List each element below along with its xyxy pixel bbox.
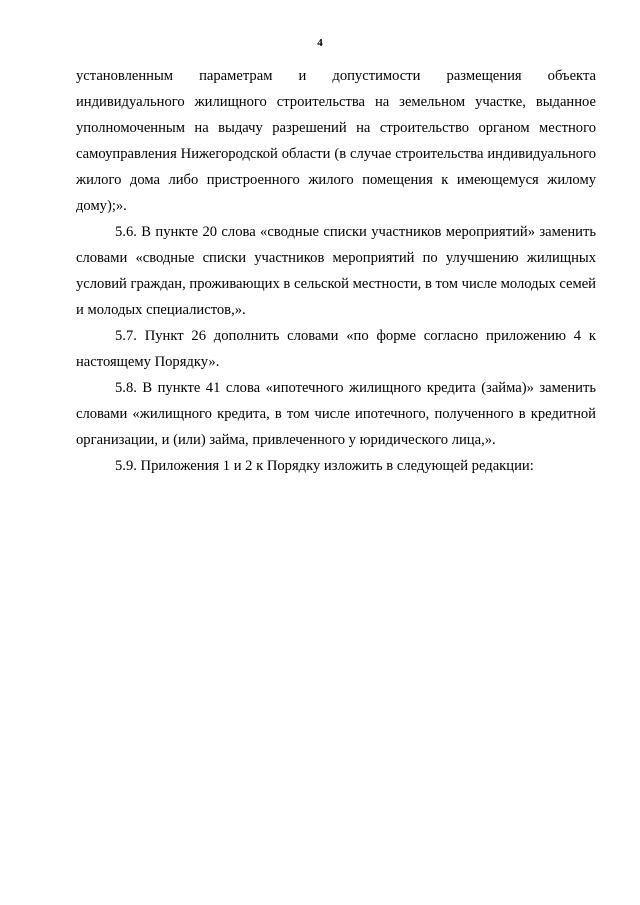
paragraph-clause-5-9: 5.9. Приложения 1 и 2 к Порядку изложить в следующей редакции: bbox=[115, 458, 534, 474]
paragraph-continuation: установленным параметрам и допустимости размещения объекта индивидуального жилищного строительства на земельном участке, выданное уполномоченным на выдачу разрешений на строительство органом местного самоуправления Нижегородской области (в случае строительства индивидуального жилого дома либо пристроенного жилого помещения к имеющемуся жилому дому);». bbox=[76, 68, 596, 214]
page-number: 4 bbox=[317, 37, 323, 49]
paragraph-clause-5-6: 5.6. В пункте 20 слова «сводные списки участников мероприятий» заменить словами «сводные списки участников мероприятий по улучшению жилищных условий граждан, проживающих в сельской местности, в том числе молодых семей и молодых специалистов,». bbox=[76, 224, 596, 318]
paragraph-clause-5-7: 5.7. Пункт 26 дополнить словами «по форме согласно приложению 4 к настоящему Порядку». bbox=[76, 328, 596, 370]
document-body bbox=[76, 63, 596, 479]
paragraph-clause-5-8: 5.8. В пункте 41 слова «ипотечного жилищного кредита (займа)» заменить словами «жилищного кредита, в том числе ипотечного, полученного в кредитной организации, и (или) займа, привлеченного у юридического лица,». bbox=[76, 380, 596, 448]
